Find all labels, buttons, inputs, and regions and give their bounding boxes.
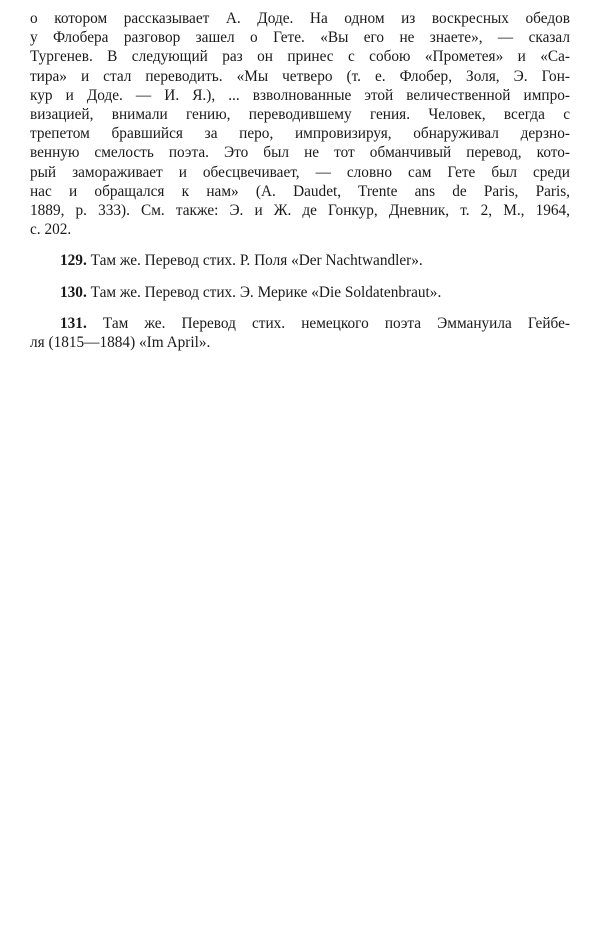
note-130 xyxy=(30,283,570,302)
text-line: тира» и стал переводить. «Мы четверо (т. е. Флобер, Золя, Э. Гон- xyxy=(30,67,570,85)
note-number: 131. xyxy=(60,314,87,332)
text-line: Тургенев. В следующий раз он принес с собою «Прометея» и «Са- xyxy=(30,48,570,66)
note-line: ля (1815—1884) «Im April». xyxy=(30,334,211,352)
note-number: 130. xyxy=(60,283,87,301)
note-text: Там же. Перевод стих. Р. Поля «Der Nachtwandler». xyxy=(90,252,423,270)
note-text: Там же. Перевод стих. немецкого поэта Эммануила Гейбе- xyxy=(102,314,570,332)
note-text: Там же. Перевод стих. Э. Мерике «Die Soldatenbraut». xyxy=(90,283,442,301)
text-line: с. 202. xyxy=(30,221,72,239)
text-line: визацией, внимали гению, переводившему гения. Человек, всегда с xyxy=(30,106,570,124)
text-line: у Флобера разговор зашел о Гете. «Вы его не знаете», — сказал xyxy=(30,29,570,47)
text-line: нас и обращался к нам» (A. Daudet, Trente ans de Paris, Paris, xyxy=(30,182,570,200)
note-129 xyxy=(30,251,570,270)
text-line: трепетом бравшийся за перо, импровизируя, обнаруживал дерзно- xyxy=(30,125,570,143)
text-line: кур и Доде. — И. Я.), ... взволнованные этой величественной импро- xyxy=(30,86,570,104)
page xyxy=(30,9,570,352)
text-line: венную смелость поэта. Это был не тот обманчивый перевод, кото- xyxy=(30,144,570,162)
note-number: 129. xyxy=(60,252,87,270)
text-line: рый замораживает и обесцвечивает, — словно сам Гете был среди xyxy=(30,163,570,181)
text-line: о котором рассказывает А. Доде. На одном из воскресных обедов xyxy=(30,10,570,27)
note-line xyxy=(30,314,570,333)
text-line: 1889, p. 333). См. также: Э. и Ж. де Гонкур, Дневник, т. 2, М., 1964, xyxy=(30,202,570,220)
note-131 xyxy=(30,314,570,352)
note-continuation xyxy=(30,9,570,239)
